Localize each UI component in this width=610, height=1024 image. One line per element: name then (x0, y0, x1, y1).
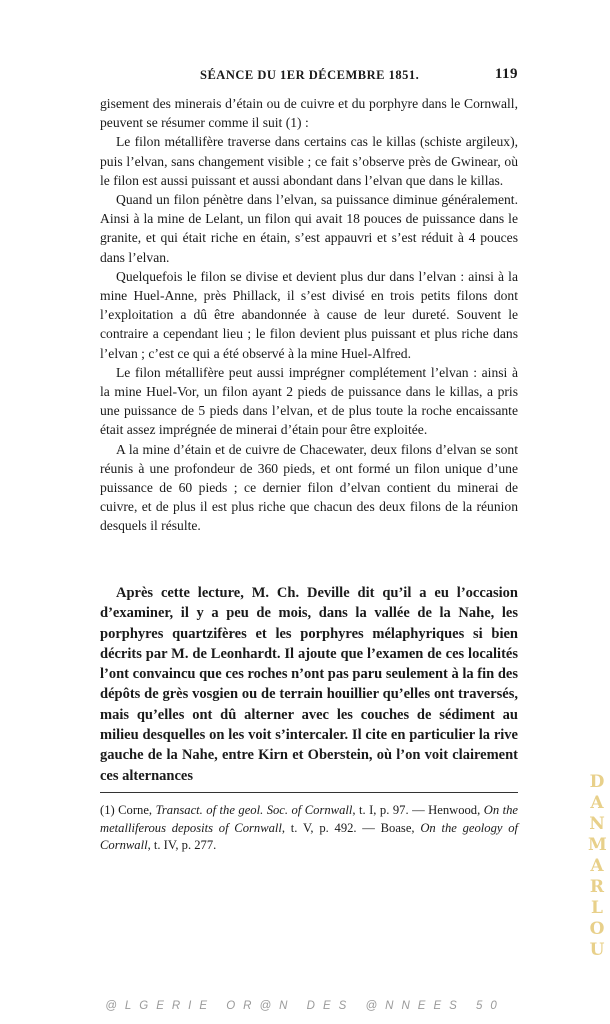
footnote-marker: (1) Corne, (100, 803, 156, 817)
footnote-ref-detail: , t. IV, p. 277. (147, 838, 217, 852)
main-text (100, 94, 518, 536)
paragraph: Après cette lecture, M. Ch. Deville dit qu’il a eu l’occasion d’examiner, il y a peu de mois, dans la vallée de la Nahe, les porphyres quartzifères et les porphyres mélaphyriques si bien décrits par M. de Leonhardt. Il ajoute que l’examen de ces localités l’ont convaincu que ces roches n’ont pas paru seulement à la fin des dépôts de grès vosgien ou de terrain houillier qu’elles ont traversés, mais qu’elles ont dû alterner avec les couches de sédiment au milieu desquelles on les voit s’intercaler. Il cite en particulier la rive gauche de la Nahe, entre Kirn et Oberstein, où l’on voit clairement ces alternances (100, 585, 518, 784)
paragraph: Quand un filon pénètre dans l’elvan, sa puissance diminue généralement. Ainsi à la mine de Lelant, un filon qui avait 18 pouces de puissance dans le granite, et qui était riche en étain, s’est appauvri et s’est réduit à 4 pouces dans l’elvan. (100, 192, 518, 265)
footnote (100, 802, 518, 855)
running-header (100, 66, 518, 86)
footnote-divider (100, 792, 518, 793)
paragraph: Le filon métallifère peut aussi imprégner complétement l’elvan : ainsi à la mine Huel-Vor, un filon ayant 2 pieds de puissance dans le killas, a pris une puissance de 5 pieds dans l’elvan, et de plus toute la roche encaissante était assez imprégnée de minerai d’étain pour être exploitée. (100, 364, 518, 438)
header-title: SÉANCE DU 1ER DÉCEMBRE 1851. (200, 68, 420, 82)
footnote-ref-title: Transact. of the geol. Soc. of Cornwall (155, 803, 353, 817)
page-number: 119 (494, 66, 518, 82)
paragraph: Quelquefois le filon se divise et devient plus dur dans l’elvan : ainsi à la mine Huel-Anne, près Phillack, il s’est divisé en trois petits filons dont l’exploitation a dû être abandonnée à cause de leur dureté. Souvent le contraire a cependant lieu ; le filon devient plus puissant et plus riche dans l’elvan ; c’est ce qui a été observé à la mine Huel-Alfred. (100, 268, 518, 361)
paragraph: Le filon métallifère traverse dans certains cas le killas (schiste argileux), puis l’elvan, sans changement visible ; ce fait s’observe près de Gwinear, où le filon est aussi puissant et aussi abondant dans l’elvan que dans le killas. (100, 134, 518, 188)
bottom-watermark: @LGERIE OR@N DES @NNEES 50 (105, 1000, 505, 1012)
footnote-ref-detail: , t. V, p. 492. — Boase, (281, 820, 421, 835)
vertical-watermark: DANMARLOU (588, 772, 607, 960)
paragraph-continued: gisement des minerais d’étain ou de cuivre et du porphyre dans le Cornwall, peuvent se résumer comme il suit (1) : (100, 96, 518, 131)
deville-remark (100, 583, 518, 786)
footnote-ref-title: On the geology of Cornwall (100, 820, 519, 852)
footnote-ref-detail: , t. I, p. 97. — Henwood, (352, 803, 484, 817)
paragraph: A la mine d’étain et de cuivre de Chacewater, deux filons d’elvan se sont réunis à une profondeur de 360 pieds, et ont formé un filon unique d’une puissance de 60 pieds ; ce dernier filon d’elvan contient du minerai de cuivre, et de plus il est plus riche que chacun des deux filons de la réunion desquels il résulte. (100, 441, 518, 534)
footnotes (100, 802, 518, 855)
footnote-ref-title: On the metalliferous deposits of Cornwall (100, 803, 518, 835)
